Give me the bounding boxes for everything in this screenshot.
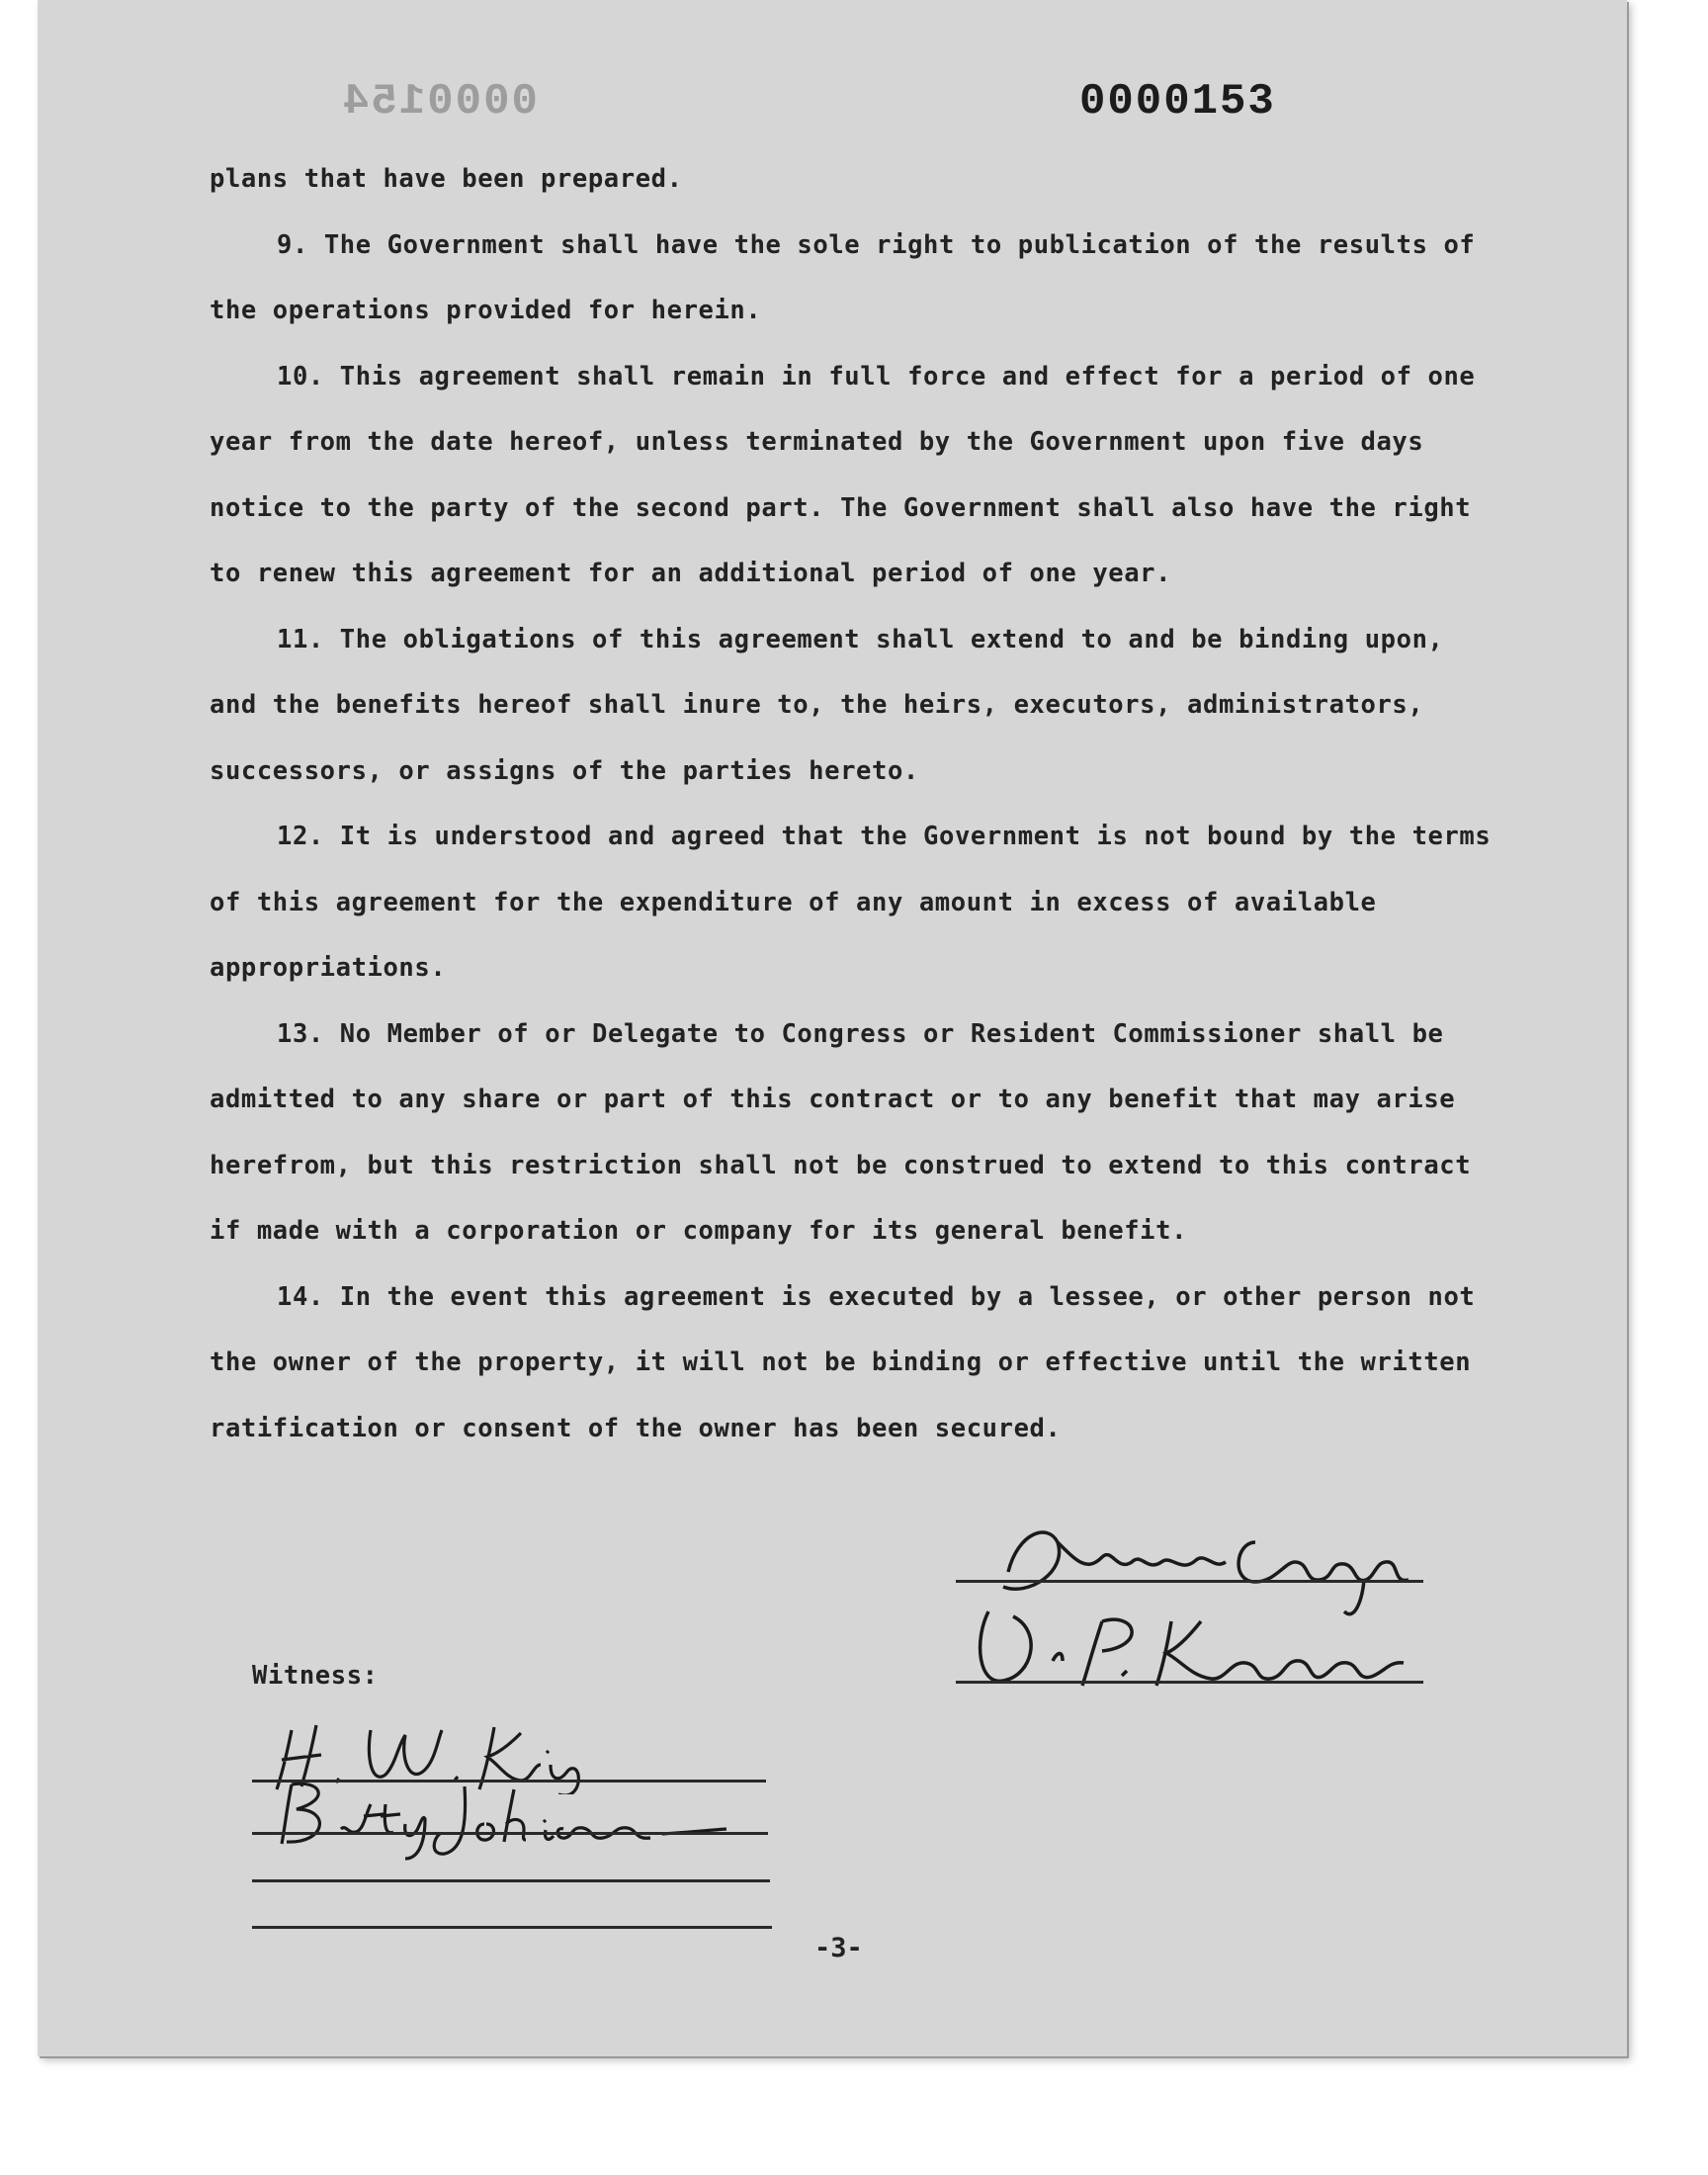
witness-label: Witness: — [252, 1661, 379, 1691]
signature-party-2 — [964, 1592, 1418, 1700]
bates-stamp-number: 0000153 — [1079, 77, 1276, 127]
paragraph-9: 9. The Government shall have the sole right to publication of the results of the operations provided for herein. — [210, 229, 1476, 325]
agreement-body-text — [210, 146, 1494, 1461]
page-number: -3- — [814, 1933, 863, 1963]
witness-signature-line-2 — [252, 1832, 768, 1835]
paragraph-continuation: plans that have been prepared. — [210, 164, 683, 194]
witness-signature-line-1 — [252, 1780, 766, 1783]
paragraph-11: 11. The obligations of this agreement shall extend to and be binding upon, and the benefits hereof shall inure to, the heirs, executors, administrators, successors, or assigns of the parties hereto. — [210, 624, 1444, 786]
paragraph-10: 10. This agreement shall remain in full force and effect for a period of one year from the date hereof, unless terminated by the Government upon five days notice to the party of the second part. The Government shall also have the right to renew this agreement for an additional period of one year. — [210, 361, 1476, 588]
witness-signature-line-4 — [252, 1926, 772, 1929]
party-signature-line-1 — [956, 1580, 1423, 1583]
witness-signature-line-3 — [252, 1879, 770, 1882]
paragraph-12: 12. It is understood and agreed that the Government is not bound by the terms of this agreement for the expenditure of any amount in excess of available appropriations. — [210, 822, 1492, 983]
paragraph-14: 14. In the event this agreement is executed by a lessee, or other person not the owner of the property, it will not be binding or effective until the written ratification or consent of the owner has been secured. — [210, 1281, 1476, 1443]
party-signature-line-2 — [956, 1681, 1423, 1684]
paragraph-13: 13. No Member of or Delegate to Congress or Resident Commissioner shall be admitted to any share or part of this contract or to any benefit that may arise herefrom, but this restriction shall not be construed to extend to this contract if made with a corporation or company for its general benefit. — [210, 1018, 1472, 1246]
faint-reverse-stamp-number: 0000154 — [341, 77, 538, 127]
signature-witness-2 — [277, 1775, 731, 1864]
